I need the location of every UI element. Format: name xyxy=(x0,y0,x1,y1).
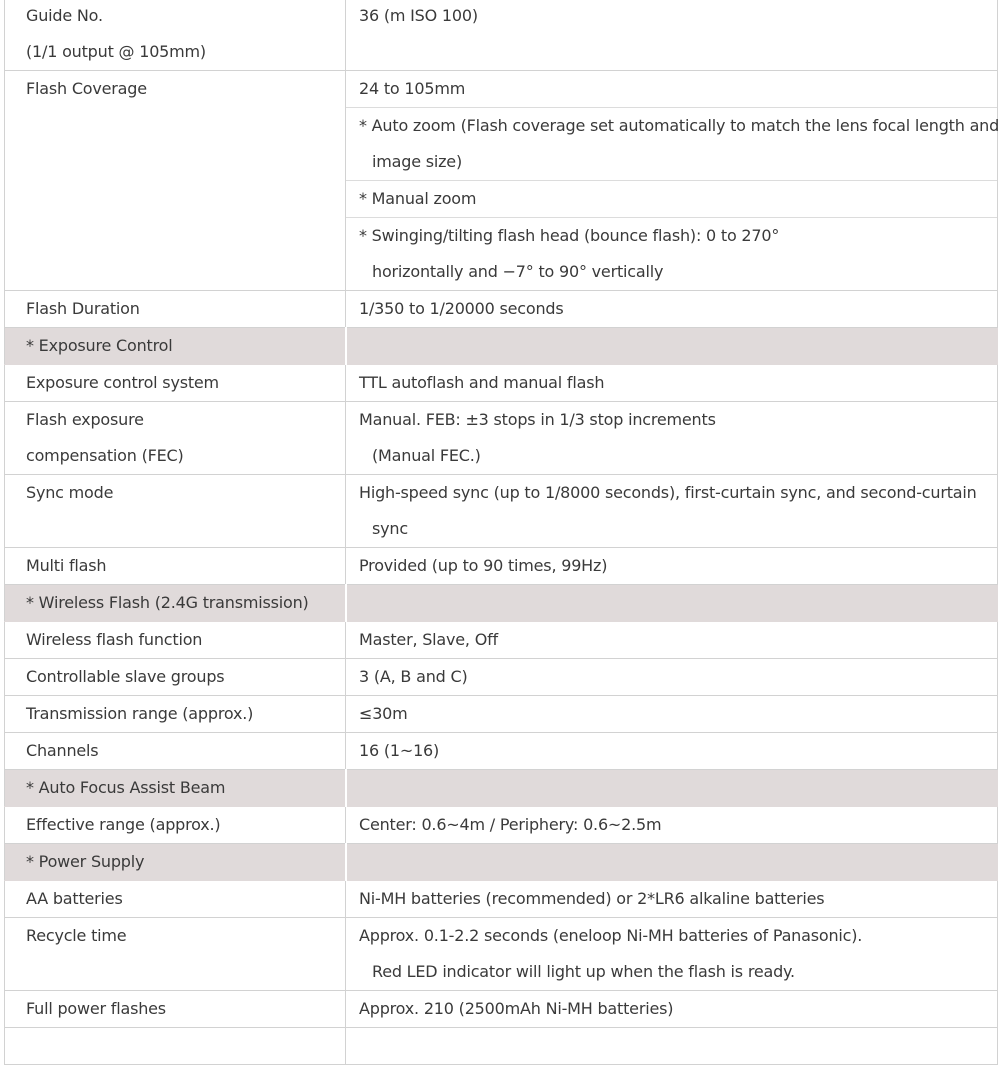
spec-row xyxy=(5,291,998,328)
section-title-cell xyxy=(5,328,346,365)
spec-value-item xyxy=(346,181,997,218)
spec-label-cell xyxy=(5,402,346,475)
specifications-table-body xyxy=(5,0,998,1065)
spec-value-item xyxy=(346,218,997,290)
spec-label: Transmission range (approx.) xyxy=(26,704,254,723)
spec-value-line: Manual. FEB: ±3 stops in 1/3 stop increments xyxy=(359,410,716,429)
spec-label: Effective range (approx.) xyxy=(26,815,221,834)
spec-value-item xyxy=(346,991,997,1027)
spec-row xyxy=(5,881,998,918)
spec-label xyxy=(26,1028,345,1064)
spec-label: Exposure control system xyxy=(26,373,219,392)
spec-value-line: ≤30m xyxy=(359,704,408,723)
spec-label-cell xyxy=(5,1028,346,1065)
spec-value-cell xyxy=(346,1028,998,1065)
spec-value-line: Master, Slave, Off xyxy=(359,630,498,649)
spec-value-item xyxy=(346,291,997,327)
spec-value-item xyxy=(346,659,997,695)
section-value-cell xyxy=(346,770,998,807)
spec-value-cell xyxy=(346,918,998,991)
spec-row xyxy=(5,0,998,71)
spec-value-item xyxy=(346,71,997,108)
spec-value-cell xyxy=(346,548,998,585)
section-header-row xyxy=(5,770,998,807)
section-title: * Wireless Flash (2.4G transmission) xyxy=(26,593,309,612)
spec-row xyxy=(5,402,998,475)
spec-value-line: * Manual zoom xyxy=(359,189,477,208)
spec-label: AA batteries xyxy=(26,889,123,908)
spec-value-line: 1/350 to 1/20000 seconds xyxy=(359,299,564,318)
spec-value-line: sync xyxy=(372,519,408,538)
section-value-cell xyxy=(346,328,998,365)
spec-value-line: * Auto zoom (Flash coverage set automatically to match the lens focal length and xyxy=(359,116,1000,135)
spec-label-cell xyxy=(5,548,346,585)
spec-value-item xyxy=(346,402,997,474)
spec-label-cell xyxy=(5,291,346,328)
spec-label: Wireless flash function xyxy=(26,630,203,649)
spec-row xyxy=(5,1028,998,1065)
spec-value-line: 3 (A, B and C) xyxy=(359,667,468,686)
spec-row xyxy=(5,696,998,733)
spec-value-cell xyxy=(346,991,998,1028)
spec-value-cell xyxy=(346,807,998,844)
spec-value-cell xyxy=(346,733,998,770)
spec-label: Recycle time xyxy=(26,926,127,945)
spec-value-line: 24 to 105mm xyxy=(359,79,466,98)
spec-label: Flash exposure xyxy=(26,410,144,429)
spec-label-cell xyxy=(5,881,346,918)
spec-value-line: High-speed sync (up to 1/8000 seconds), first-curtain sync, and second-curtain xyxy=(359,483,977,502)
spec-label: Channels xyxy=(26,741,99,760)
spec-value-line: Approx. 0.1-2.2 seconds (eneloop Ni-MH batteries of Panasonic). xyxy=(359,926,863,945)
section-header-row xyxy=(5,328,998,365)
spec-value-item xyxy=(346,622,997,658)
spec-label-cell xyxy=(5,659,346,696)
spec-label-cell xyxy=(5,807,346,844)
section-title-cell xyxy=(5,770,346,807)
spec-value-item xyxy=(346,0,997,34)
spec-label-cell xyxy=(5,991,346,1028)
spec-value-item xyxy=(346,918,997,990)
spec-label-cell xyxy=(5,71,346,291)
spec-value-item xyxy=(346,807,997,843)
spec-label-cell xyxy=(5,475,346,548)
spec-row xyxy=(5,991,998,1028)
spec-value-line: Red LED indicator will light up when the flash is ready. xyxy=(372,962,795,981)
section-title: * Auto Focus Assist Beam xyxy=(26,778,226,797)
spec-value-cell xyxy=(346,402,998,475)
spec-row xyxy=(5,918,998,991)
specifications-table xyxy=(4,0,998,1065)
spec-value-line xyxy=(359,1028,997,1064)
spec-row xyxy=(5,733,998,770)
spec-row xyxy=(5,622,998,659)
spec-value-cell xyxy=(346,0,998,71)
spec-label: (1/1 output @ 105mm) xyxy=(26,42,206,61)
spec-value-item xyxy=(346,733,997,769)
section-title: * Power Supply xyxy=(26,852,145,871)
spec-value-line: horizontally and −7° to 90° vertically xyxy=(372,262,664,281)
section-value-cell xyxy=(346,844,998,881)
section-header-row xyxy=(5,844,998,881)
spec-label-cell xyxy=(5,365,346,402)
spec-value-item xyxy=(346,365,997,401)
section-title-cell xyxy=(5,585,346,622)
spec-value-cell xyxy=(346,365,998,402)
spec-label-cell xyxy=(5,918,346,991)
spec-label: Sync mode xyxy=(26,483,114,502)
spec-value-cell xyxy=(346,659,998,696)
spec-value-line: Provided (up to 90 times, 99Hz) xyxy=(359,556,608,575)
spec-value-line: 36 (m ISO 100) xyxy=(359,6,478,25)
spec-value-cell xyxy=(346,622,998,659)
spec-row xyxy=(5,71,998,291)
spec-label: Controllable slave groups xyxy=(26,667,225,686)
spec-value-cell xyxy=(346,696,998,733)
spec-value-item xyxy=(346,881,997,917)
spec-label: Guide No. xyxy=(26,6,103,25)
spec-value-cell xyxy=(346,291,998,328)
spec-row xyxy=(5,659,998,696)
spec-label: Full power flashes xyxy=(26,999,166,1018)
spec-label: compensation (FEC) xyxy=(26,446,184,465)
spec-row xyxy=(5,475,998,548)
spec-value-item xyxy=(346,696,997,732)
spec-label: Flash Coverage xyxy=(26,79,147,98)
spec-row xyxy=(5,365,998,402)
spec-value-line: 16 (1~16) xyxy=(359,741,440,760)
spec-value-item xyxy=(346,475,997,547)
spec-row xyxy=(5,548,998,585)
spec-value-line: Center: 0.6~4m / Periphery: 0.6~2.5m xyxy=(359,815,662,834)
spec-value-line: Ni-MH batteries (recommended) or 2*LR6 alkaline batteries xyxy=(359,889,825,908)
spec-value-line: (Manual FEC.) xyxy=(372,446,481,465)
spec-value-item xyxy=(346,548,997,584)
spec-value-line: image size) xyxy=(372,152,462,171)
spec-value-cell xyxy=(346,71,998,291)
section-title: * Exposure Control xyxy=(26,336,173,355)
section-title-cell xyxy=(5,844,346,881)
spec-label-cell xyxy=(5,733,346,770)
spec-value-line: * Swinging/tilting flash head (bounce flash): 0 to 270° xyxy=(359,226,780,245)
spec-label-cell xyxy=(5,622,346,659)
spec-value-line: TTL autoflash and manual flash xyxy=(359,373,605,392)
spec-value-item xyxy=(346,1028,997,1064)
spec-value-item xyxy=(346,108,1000,181)
section-header-row xyxy=(5,585,998,622)
spec-row xyxy=(5,807,998,844)
spec-label: Flash Duration xyxy=(26,299,140,318)
spec-label-cell xyxy=(5,0,346,71)
spec-value-line: Approx. 210 (2500mAh Ni-MH batteries) xyxy=(359,999,674,1018)
spec-value-cell xyxy=(346,475,998,548)
spec-label-cell xyxy=(5,696,346,733)
spec-label: Multi flash xyxy=(26,556,107,575)
section-value-cell xyxy=(346,585,998,622)
spec-value-cell xyxy=(346,881,998,918)
